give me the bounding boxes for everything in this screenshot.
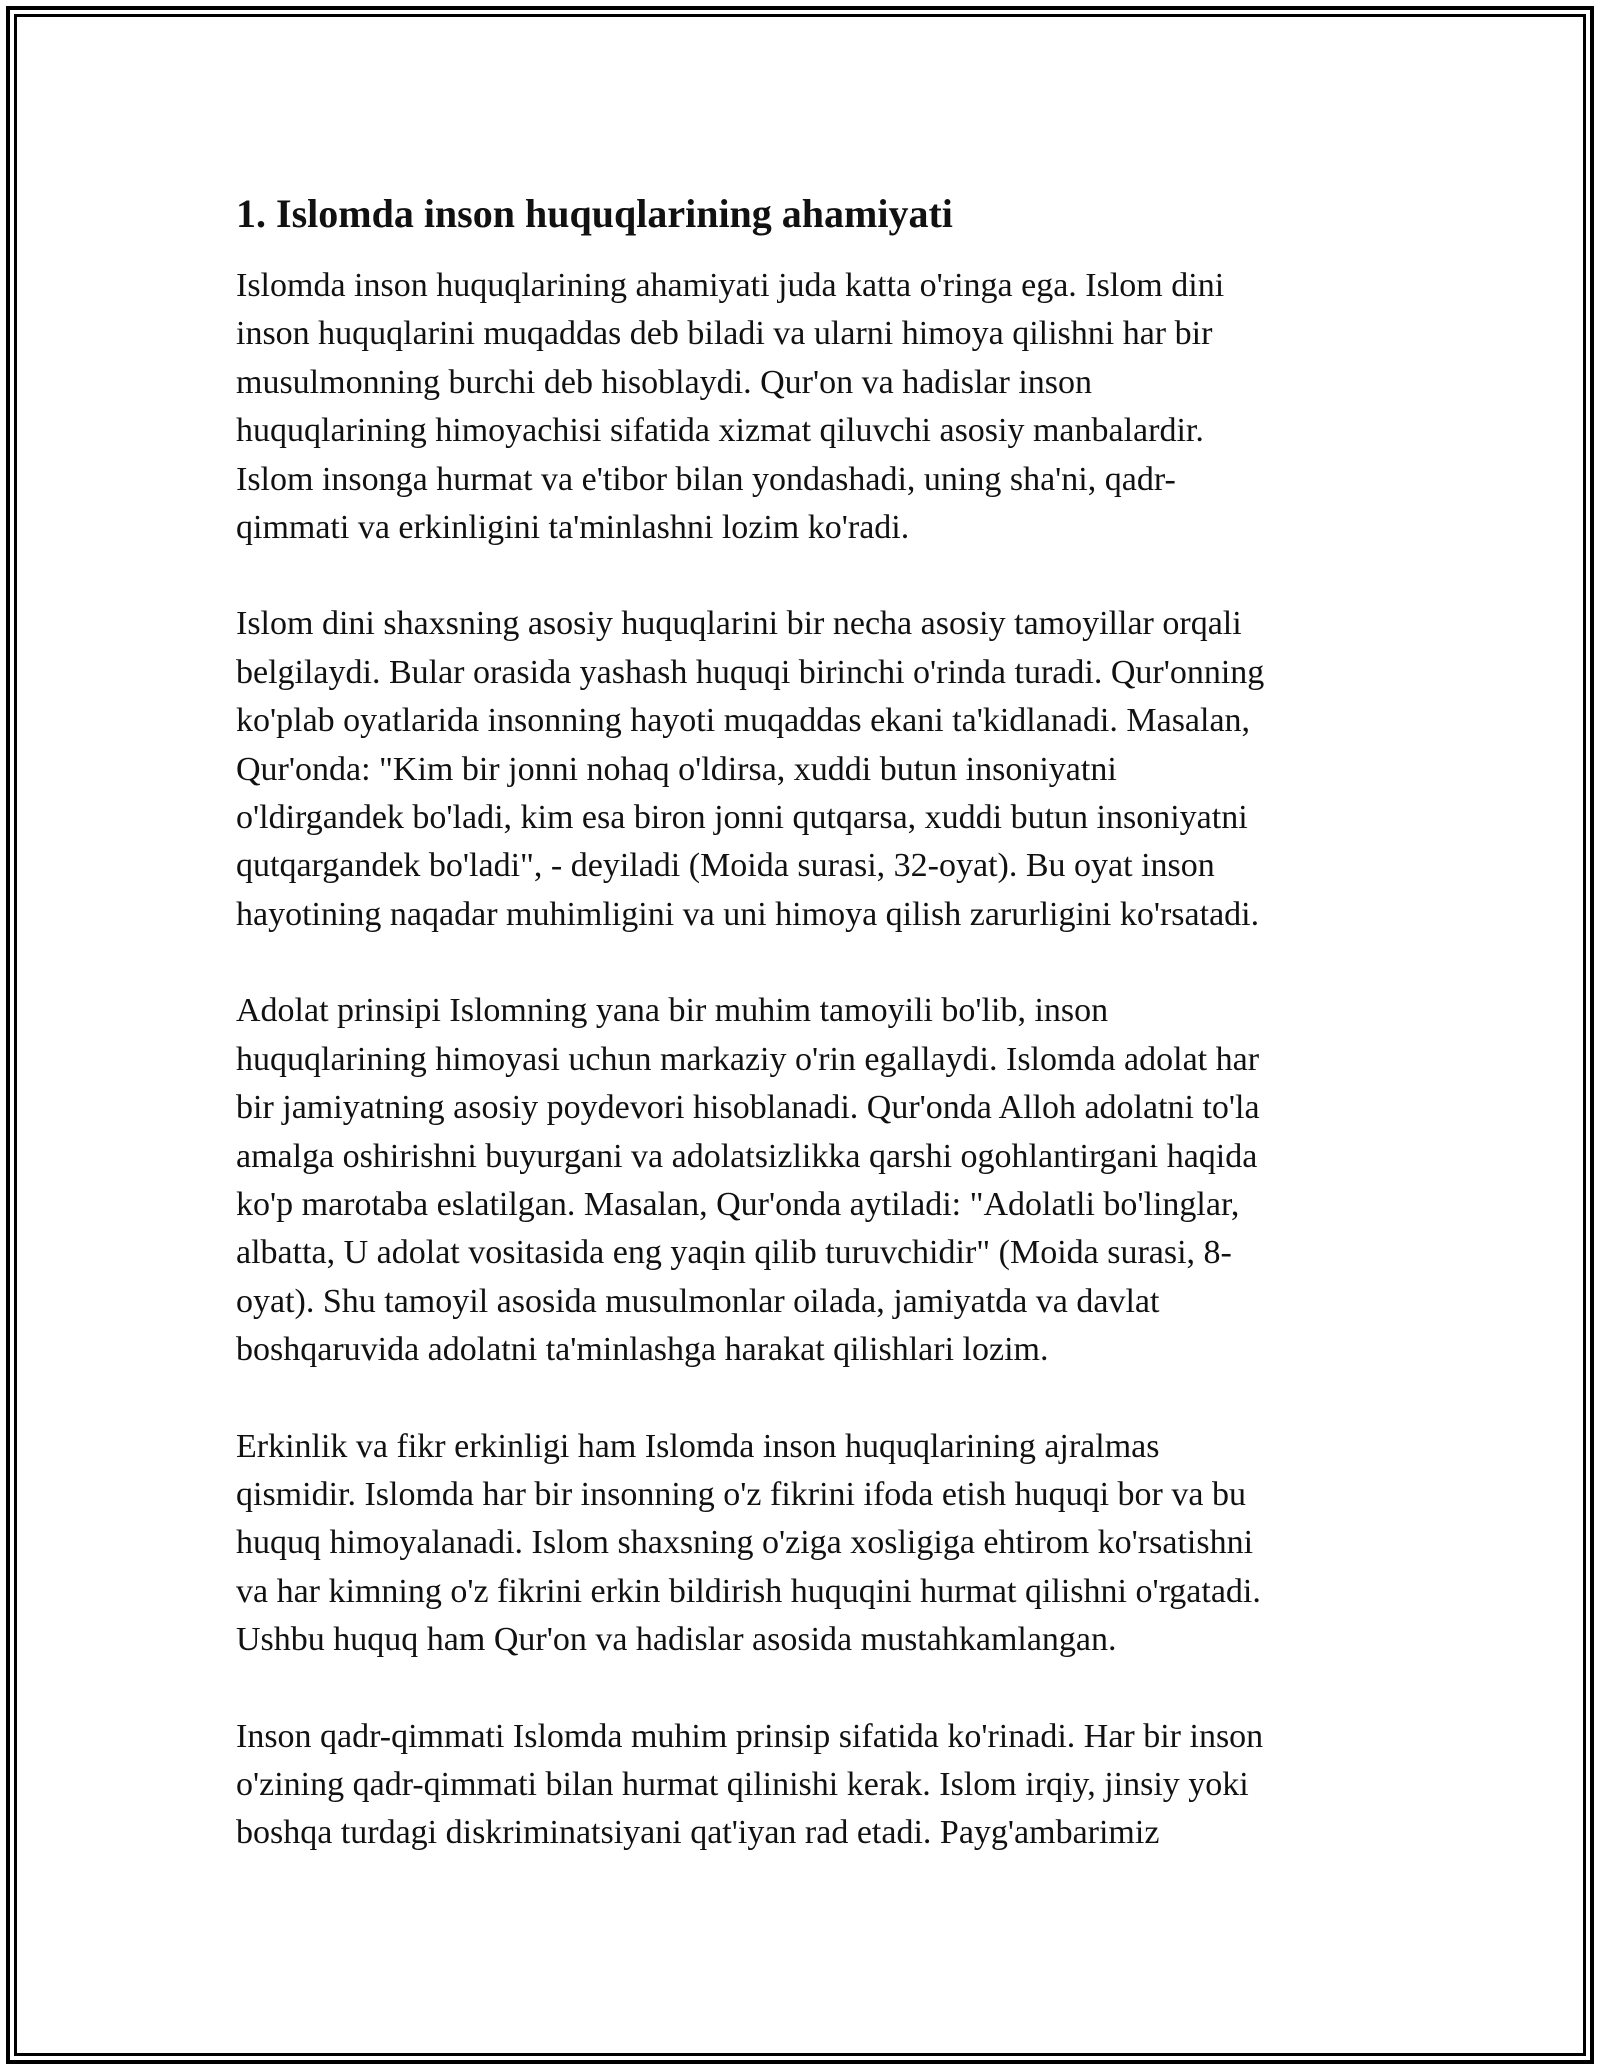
section-heading: 1. Islomda inson huquqlarining ahamiyati [236,191,953,236]
heading-spacer [236,242,1356,262]
text-line: musulmonning burchi deb hisoblaydi. Qur'on va hadislar inson [236,363,1093,401]
text-line: belgilaydi. Bular orasida yashash huquqi birinchi o'rinda turadi. Qur'onning [236,653,1265,691]
text-line: boshqaruvida adolatni ta'minlashga harakat qilishlari lozim. [236,1331,1049,1369]
text-line: Adolat prinsipi Islomning yana bir muhim tamoyili bo'lib, inson [236,992,1109,1030]
paragraph-spacer [236,1665,1356,1713]
text-line: huquqlarining himoyachisi sifatida xizmat qiluvchi asosiy manbalardir. [236,412,1204,450]
text-line: qimmati va erkinligini ta'minlashni lozim ko'radi. [236,509,910,547]
text-line: hayotining naqadar muhimligini va uni himoya qilish zarurligini ko'rsatadi. [236,895,1260,933]
text-line: Islom dini shaxsning asosiy huquqlarini bir necha asosiy tamoyillar orqali [236,605,1242,643]
text-line: oyat). Shu tamoyil asosida musulmonlar oilada, jamiyatda va davlat [236,1282,1160,1320]
text-line: huquq himoyalanadi. Islom shaxsning o'ziga xosligiga ehtirom ko'rsatishni [236,1524,1254,1562]
paragraph-spacer [236,939,1356,987]
text-line: Islomda inson huquqlarining ahamiyati juda katta o'ringa ega. Islom dini [236,267,1225,304]
text-line: qismidir. Islomda har bir insonning o'z fikrini ifoda etish huquqi bor va bu [236,1475,1246,1513]
text-line: va har kimning o'z fikrini erkin bildirish huquqini hurmat qilishni o'rgatadi. [236,1572,1261,1610]
paragraph-2 [236,600,1356,939]
paragraph-1 [236,262,1356,552]
text-line: qutqargandek bo'ladi", - deyiladi (Moida surasi, 32-oyat). Bu oyat inson [236,847,1215,885]
text-line: bir jamiyatning asosiy poydevori hisoblanadi. Qur'onda Alloh adolatni to'la [236,1089,1260,1127]
text-line: Qur'onda: "Kim bir jonni nohaq o'ldirsa, xuddi butun insoniyatni [236,750,1117,788]
text-line: Erkinlik va fikr erkinligi ham Islomda inson huquqlarining ajralmas [236,1427,1160,1465]
document-body [236,186,1356,1858]
text-line: inson huquqlarini muqaddas deb biladi va ularni himoya qilishni har bir [236,315,1213,353]
paragraph-5 [236,1713,1356,1858]
text-line: Ushbu huquq ham Qur'on va hadislar asosida mustahkamlangan. [236,1621,1117,1659]
paragraph-spacer [236,552,1356,600]
text-line: albatta, U adolat vositasida eng yaqin qilib turuvchidir" (Moida surasi, 8- [236,1234,1232,1272]
paragraph-3 [236,987,1356,1374]
text-line: ko'plab oyatlarida insonning hayoti muqaddas ekani ta'kidlanadi. Masalan, [236,702,1251,740]
text-line: o'zining qadr-qimmati bilan hurmat qilinishi kerak. Islom irqiy, jinsiy yoki [236,1765,1249,1803]
paragraph-4 [236,1423,1356,1665]
text-line: Inson qadr-qimmati Islomda muhim prinsip sifatida ko'rinadi. Har bir inson [236,1717,1264,1755]
text-line: amalga oshirishni buyurgani va adolatsizlikka qarshi ogohlantirgani haqida [236,1137,1258,1175]
text-line: o'ldirgandek bo'ladi, kim esa biron jonni qutqarsa, xuddi butun insoniyatni [236,799,1248,837]
text-line: Islom insonga hurmat va e'tibor bilan yondashadi, uning sha'ni, qadr- [236,460,1176,498]
text-line: huquqlarining himoyasi uchun markaziy o'rin egallaydi. Islomda adolat har [236,1040,1260,1078]
text-line: ko'p marotaba eslatilgan. Masalan, Qur'onda aytiladi: "Adolatli bo'linglar, [236,1185,1240,1223]
paragraph-spacer [236,1375,1356,1423]
text-line: boshqa turdagi diskriminatsiyani qat'iyan rad etadi. Payg'ambarimiz [236,1814,1160,1852]
